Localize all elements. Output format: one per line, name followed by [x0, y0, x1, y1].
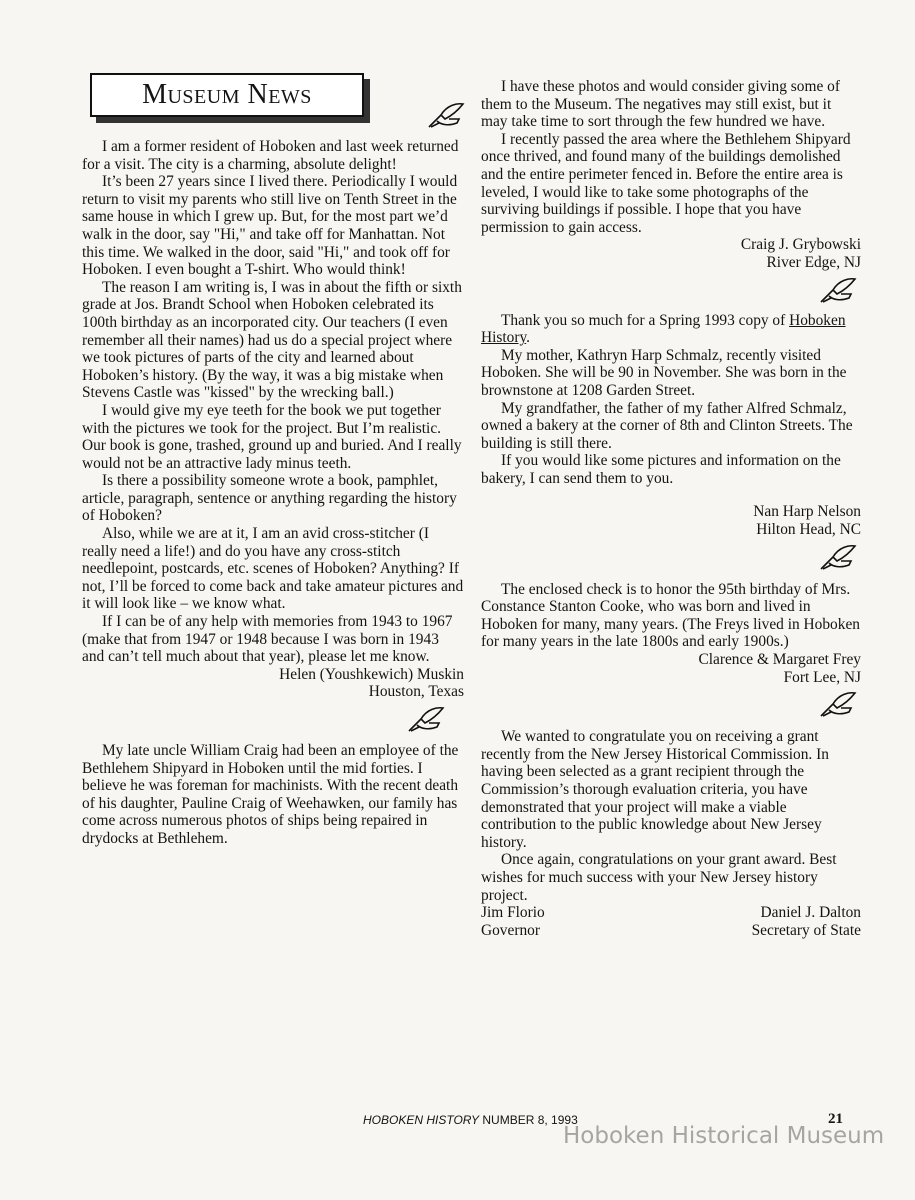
paragraph: The enclosed check is to honor the 95th birthday of Mrs. Constance Stanton Cooke, who was born and lived in Hoboken for many, many years. (The Freys lived in Hoboken for many years in the late 1800s and early 1900s.) [481, 580, 860, 651]
signature-secretary [752, 904, 861, 939]
quill-hand-icon [819, 276, 857, 304]
signature-nelson [481, 503, 861, 538]
text-run: . [526, 329, 531, 347]
quill-hand-icon [819, 543, 857, 571]
signature-frey [481, 651, 861, 686]
quill-hand-icon [427, 101, 465, 129]
quill-hand-icon [819, 690, 857, 718]
signature-title: Governor [481, 921, 540, 939]
letter-florio-dalton [481, 728, 861, 904]
left-column [82, 0, 464, 848]
letter-frey [481, 581, 861, 651]
paragraph: I have these photos and would consider giving some of them to the Museum. The negatives may still exist, but it may take time to sort through the few hundred we have. [481, 78, 840, 131]
publication-name: HOBOKEN HISTORY [363, 1113, 480, 1127]
signature-name: Nan Harp Nelson [753, 503, 861, 521]
quill-hand-icon [407, 705, 445, 733]
letter-muskin [82, 138, 464, 666]
paragraph: If you would like some pictures and information on the bakery, I can send them to you. [481, 452, 841, 487]
paragraph: We wanted to congratulate you on receiving a grant recently from the New Jersey Historical Commission. In having been selected as a grant recipient through the Commission’s thorough evaluation criteria, you have demonstrated that your project will make a viable contribution to the public knowledge about New Jersey history. [481, 728, 829, 851]
signature-name: Craig J. Grybowski [740, 236, 861, 254]
publication-title: Hoboken History [481, 311, 846, 347]
text-run: Thank you so much for a Spring 1993 copy of [501, 311, 790, 329]
watermark: Hoboken Historical Museum [563, 1123, 885, 1149]
signature-place: Fort Lee, NJ [783, 668, 861, 686]
letter-grybowski-start [82, 742, 464, 848]
signature-governor [481, 904, 545, 939]
paragraph: If I can be of any help with memories from 1943 to 1967 (make that from 1947 or 1948 because I was born in 1943 and can’t tell much about that year), please let me know. [82, 613, 453, 666]
signature-name: Helen (Youshkewich) Muskin [279, 665, 464, 683]
paragraph: The reason I am writing is, I was in about the fifth or sixth grade at Jos. Brandt School when Hoboken celebrated its 100th birthday as an incorporated city. Our teachers (I even remember all their names) had us do a special project where we took pictures of parts of the city and learned about Hoboken’s history. (By the way, it was a big mistake when Stevens Castle was "kissed" by the wrecking ball.) [82, 278, 462, 402]
section-title: Museum News [142, 79, 312, 110]
signature-muskin [82, 666, 464, 701]
signature-place: River Edge, NJ [766, 253, 861, 271]
page-number: 21 [828, 1111, 843, 1127]
paragraph: Is there a possibility someone wrote a book, pamphlet, article, paragraph, sentence or anything regarding the history of Hoboken? [82, 472, 457, 525]
right-column [481, 0, 861, 939]
signature-place: Hilton Head, NC [756, 521, 861, 539]
paragraph: I recently passed the area where the Bethlehem Shipyard once thrived, and found many of the buildings demolished and the entire perimeter fenced in. Before the entire area is leveled, I would like to take some photographs of the surviving buildings if possible. I hope that you have permission to gain access. [481, 130, 851, 236]
paragraph: It’s been 27 years since I lived there. Periodically I would return to visit my parents who still live on Tenth Street in the same house in which I grew up. But, for the most part we’d walk in the door, say "Hi," and take off for Manhattan. Not this time. We walked in the door, said "Hi," and took off for Hoboken. I even bought a T-shirt. Who would think! [82, 173, 458, 279]
paragraph: My grandfather, the father of my father Alfred Schmalz, owned a bakery at the corner of 8th and Clinton Streets. The building is still there. [481, 399, 853, 452]
signature-title: Secretary of State [751, 921, 861, 939]
paragraph [481, 312, 861, 347]
signature-place: Houston, Texas [368, 683, 464, 701]
paragraph: I am a former resident of Hoboken and last week returned for a visit. The city is a charming, absolute delight! [82, 138, 459, 173]
signature-florio-dalton [481, 904, 861, 939]
signature-name: Daniel J. Dalton [760, 904, 861, 922]
letter-grybowski-cont [481, 78, 861, 236]
signature-name: Clarence & Margaret Frey [698, 651, 861, 669]
signature-grybowski [481, 236, 861, 271]
paragraph: My mother, Kathryn Harp Schmalz, recently visited Hoboken. She will be 90 in November. She was born in the brownstone at 1208 Garden Street. [481, 346, 847, 399]
paragraph: I would give my eye teeth for the book we put together with the pictures we took for the project. But I’m realistic. Our book is gone, trashed, ground up and buried. And I really would not be an attractive lady minus teeth. [82, 401, 462, 472]
paragraph: Once again, congratulations on your grant award. Best wishes for much success with your New Jersey history project. [481, 851, 837, 904]
letter-nelson [481, 312, 861, 488]
paragraph: My late uncle William Craig had been an employee of the Bethlehem Shipyard in Hoboken until the mid forties. I believe he was foreman for machinists. With the recent death of his daughter, Pauline Craig of Weehawken, our family has come across numerous photos of ships being repaired in drydocks at Bethlehem. [82, 742, 459, 847]
issue-info: NUMBER 8, 1993 [482, 1113, 578, 1127]
paragraph: Also, while we are at it, I am an avid cross-stitcher (I really need a life!) and do you have any cross-stitch needlepoint, postcards, etc. scenes of Hoboken? Anything? If not, I’ll be forced to come back and take amateur pictures and it will look like – we know what. [82, 525, 464, 613]
page-footer [363, 1113, 578, 1127]
signature-name: Jim Florio [481, 904, 545, 922]
